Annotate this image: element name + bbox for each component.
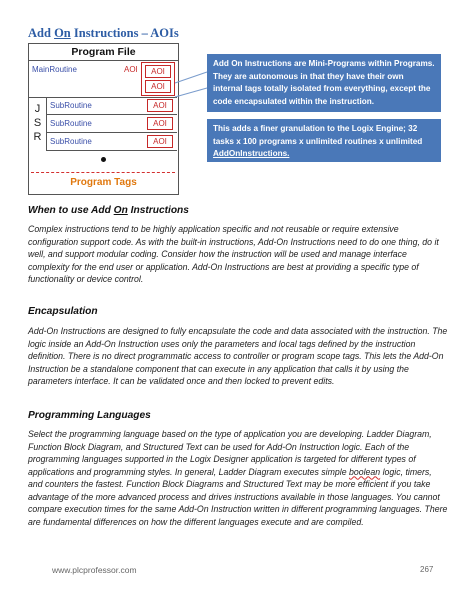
paragraph-when: Complex instructions tend to be highly application specific and not reusable or require extensive configuration support code. As with the built-in instructions, Add-On Instructions need to do one thing, do it well, and support modular coding. Consider how the instruction will be used and manage interface complexity for the end user or application. Add-On Instructions are best at providing a specific type of functionality or device control. bbox=[28, 224, 439, 284]
subroutine-label: SubRoutine bbox=[50, 137, 92, 146]
program-file-header: Program File bbox=[29, 44, 178, 61]
subroutine-label: SubRoutine bbox=[50, 119, 92, 128]
program-tags-label: Program Tags bbox=[70, 177, 137, 188]
section-heading-languages: Programming Languages bbox=[28, 410, 151, 421]
aoi-box: AOI bbox=[147, 99, 173, 112]
section-heading-encapsulation: Encapsulation bbox=[28, 306, 98, 317]
paragraph-encapsulation: Add-On Instructions are designed to fully encapsulate the code and data associated with the instruction. The logic inside an Add-On Instruction uses only the parameters and local tags defined by the instruction definition. There is no direct programmatic access to controller or program scope tags. This lets the Add-On Instruction be a standalone component that can execute in any application that calls it by using the parameters interface. It can be validated once and then locked to prevent edits. bbox=[28, 326, 448, 386]
jsr-letter: J bbox=[34, 103, 41, 115]
jsr-letter: R bbox=[33, 131, 42, 143]
page-title: Add On Instructions – AOIs bbox=[28, 26, 179, 40]
footer-url: www.plcprofessor.com bbox=[52, 565, 137, 575]
jsr-letter: S bbox=[33, 117, 42, 129]
callout-granulation: This adds a finer granulation to the Logix Engine; 32 tasks x 100 programs x unlimited routines x unlimited AddOnInstructions. bbox=[207, 119, 441, 162]
page-number: 267 bbox=[420, 565, 434, 574]
aoi-box: AOI bbox=[147, 135, 173, 148]
aoi-box: AOI bbox=[147, 117, 173, 130]
aoi-box: AOI bbox=[145, 80, 171, 93]
aoi-label: AOI bbox=[124, 65, 138, 74]
subroutine-label: SubRoutine bbox=[50, 101, 92, 110]
callout-aoi-description: Add On Instructions are Mini-Programs within Programs. They are autonomous in that they have their own internal tags totally isolated from everything, except the code encapsulated within the instruction. bbox=[207, 54, 441, 112]
aoi-box: AOI bbox=[145, 65, 171, 78]
main-routine-label: MainRoutine bbox=[32, 65, 77, 74]
section-heading-when: When to use Add On Instructions bbox=[28, 205, 189, 216]
paragraph-languages: Select the programming language based on the type of application you are developing. Ladder Diagram, Function Block Diagram, and Structured Text can be used for Add-On Instruction logic. Each of the programming languages supported in the Logix Designer application is targeted for different types of applications and programming styles. In general, Ladder Diagram executes simple boolean logic, timers, and counters the fastest. Function Block Diagrams and Structured Text may be more efficient if you take advantage of the more advanced process and drives instructions available in those languages. You cannot compare execution times for the same Add-On Instruction written in different programming languages. There are fundamental differences on how the different languages execute and are compiled. bbox=[28, 429, 448, 527]
